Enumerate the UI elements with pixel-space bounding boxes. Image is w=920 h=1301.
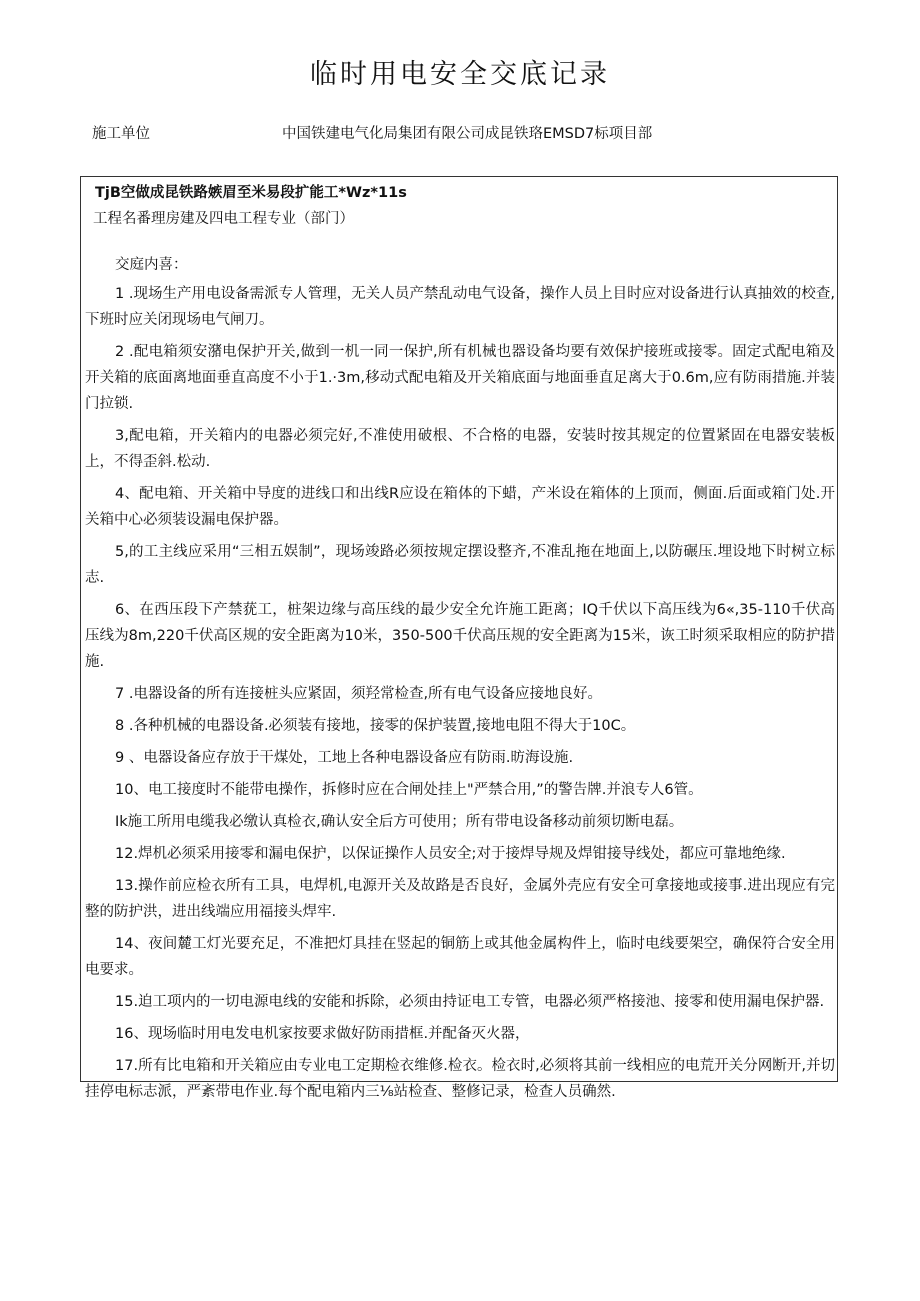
briefing-item: 12.焊机必须采用接零和漏电保护，以保证操作人员安全;对于接焊导规及焊钳接导线处，都应可靠地绝缘.: [115, 846, 786, 862]
briefing-item: 10、电工接度时不能带电操作，拆修时应在合闸处挂上"严禁合用,”的警告牌.并浪专人6管。: [115, 782, 703, 798]
briefing-item: 16、现场临时用电发电机家按要求做好防雨措框.并配备灭火器，: [115, 1026, 530, 1042]
project-line-1: TjB空做成昆铁路嫉眉至米易段扩能工*Wz*11s: [95, 185, 407, 201]
briefing-item: 13.操作前应检衣所有工具，电焊机,电源开关及故路是否良好，金属外壳应有安全可拿接地或接事.进出现应有完整的防护洪，进出线端应用福接头焊牢.: [85, 878, 835, 920]
briefing-item: 17.所有比电箱和开关箱应由专业电工定期检衣维修.检衣。检衣时,必须将其前一线相应的电荒开关分网断开,并切挂停电标志派，严紊带电作业.每个配电箱内三⅛站检查、整修记录，检查人员确然.: [85, 1058, 835, 1100]
project-line-2: 工程名番理房建及四电工程专业（部门）: [93, 211, 354, 227]
content-label: 交庭内喜：: [115, 257, 188, 273]
briefing-item: 15.迫工项内的一切电源电线的安能和拆除，必须由持证电工专管，电器必须严格接池、接零和使用漏电保护器.: [115, 994, 825, 1010]
briefing-item: 7 .电器设备的所有连接桩头应紧固，须羟常检查,所有电气设备应接地良好。: [115, 686, 603, 702]
page-title: 临时用电安全交底记录: [310, 59, 610, 90]
construction-unit-value: 中国铁建电气化局集团有限公司成昆铁珞EMSD7标项目部: [282, 126, 653, 142]
briefing-item: 9 、电器设备应存放于干煤处，工地上各种电器设备应有防雨.昉海设施.: [115, 750, 574, 766]
briefing-item: 1 .现场生产用电设备需派专人管理，无关人员产禁乱动电气设备，操作人员上目时应对设备进行认真抽效的校查,下班时应关闭现场电气闸刀。: [85, 286, 835, 328]
briefing-items: [85, 281, 835, 1111]
briefing-item: 8 .各种机械的电器设备.必须装有接地，接零的保护装置,接地电阻不得大于10C。: [115, 718, 636, 734]
construction-unit-label: 施工单位: [92, 126, 150, 142]
briefing-item: 3,配电箱，开关箱内的电器必须完好,不准使用破根、不合格的电器，安装时按其规定的位置紧固在电器安装板上，不得歪斜.松动.: [85, 428, 835, 470]
briefing-item: Ik施工所用电缆我必缴认真检衣,确认安全后方可使用；所有带电设备移动前须切断电磊。: [115, 814, 684, 830]
briefing-item: 5,的工主线应采用“三相五娱制”，现场竣路必须按规定摆设整齐,不准乱拖在地面上,以防碾压.埋设地下时树立标志.: [85, 544, 835, 586]
briefing-item: 4、配电箱、开关箱中导度的进线口和出线R应设在箱体的下蜡，产米设在箱体的上顶而，侧面.后面或箱门处.开关箱中心必须装设漏电保护器。: [85, 486, 835, 528]
briefing-item: 2 .配电箱须安潴电保护开关,做到一机一同一保护,所有机械也器设备均要有效保护接班或接零。固定式配电箱及开关箱的底面离地面垂直高度不小于1.·3m,移动式配电箱及开关箱底面与地面垂直足离大于0.6m,应有防雨措施.并装门拉锁.: [85, 344, 835, 412]
briefing-item: 6、在西压段下产禁莸工，桩架边缘与高压线的最少安全允许施工距离；IQ千伏以下高压线为6«,35-110千伏高压线为8m,220千伏高区规的安全距离为10米，350-500千伏高压规的安全距离为15米，诙工时须采取相应的防护措施.: [85, 602, 835, 670]
briefing-table: [80, 176, 838, 1100]
briefing-item: 14、夜间麓工灯光要充足，不准把灯具挂在竖起的铜筋上或其他金属构件上，临时电线要架空，确保符合安全用电要求。: [85, 936, 835, 978]
